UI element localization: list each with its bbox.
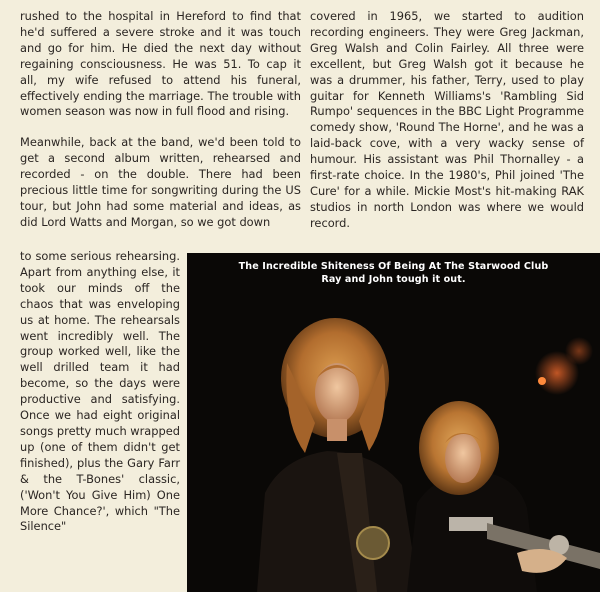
paragraph-recording-engineers: covered in 1965, we started to audition recording engineers. They were Greg Jackman, Greg Walsh and Colin Fairley. All three were excellent, but Greg Walsh got it because he was a drummer, his father, Terry, used to play guitar for Kenneth Williams's 'Rambling Sid Rumpo' sequences in the BBC Light Programme comedy show, 'Round The Horne', and he was a laid-back cove, with a very wacky sense of humour. His assistant was Phil Thornalley - a first-rate choice. In the 1980's, Phil joined 'The Cure' for a while. Mickie Most's hit-making RAK studios in north London was where we would record. <box>310 9 584 230</box>
concert-photo-illustration <box>187 253 600 592</box>
caption-line-1: The Incredible Shiteness Of Being At The Starwood Club <box>238 261 549 272</box>
paragraph-second-album: Meanwhile, back at the band, we'd been told to get a second album written, rehearsed and recorded - on the double. There had been precious little time for songwriting during the US tour, but John had some material and ideas, as did Lord Watts and Morgan, so we got down <box>20 135 301 229</box>
photo-caption <box>187 260 600 286</box>
paragraph-father-stroke: rushed to the hospital in Hereford to find that he'd suffered a severe stroke and it was touch and go for him. He died the next day without regaining consciousness. He was 51. To cap it all, my wife refused to attend his funeral, effectively ending the marriage. The trouble with women season was now in full flood and rising. <box>20 9 301 119</box>
caption-line-2: Ray and John tough it out. <box>321 274 466 285</box>
paragraph-rehearsals: to some serious rehearsing. Apart from anything else, it took our minds off the chaos that was enveloping us at home. The rehearsals went incredibly well. The group worked well, like the well drilled team it had become, so the days were productive and satisfying. Once we had eight original songs pretty much wrapped up (one of them didn't get finished), plus the Gary Farr & the T-Bones' classic, ('Won't You Give Him) One More Chance?', which "The Silence" <box>20 249 180 534</box>
left-column <box>20 9 301 246</box>
guitar-badge <box>357 527 389 559</box>
right-column <box>310 9 584 247</box>
concert-photo <box>187 253 600 592</box>
narrow-column <box>20 249 180 535</box>
